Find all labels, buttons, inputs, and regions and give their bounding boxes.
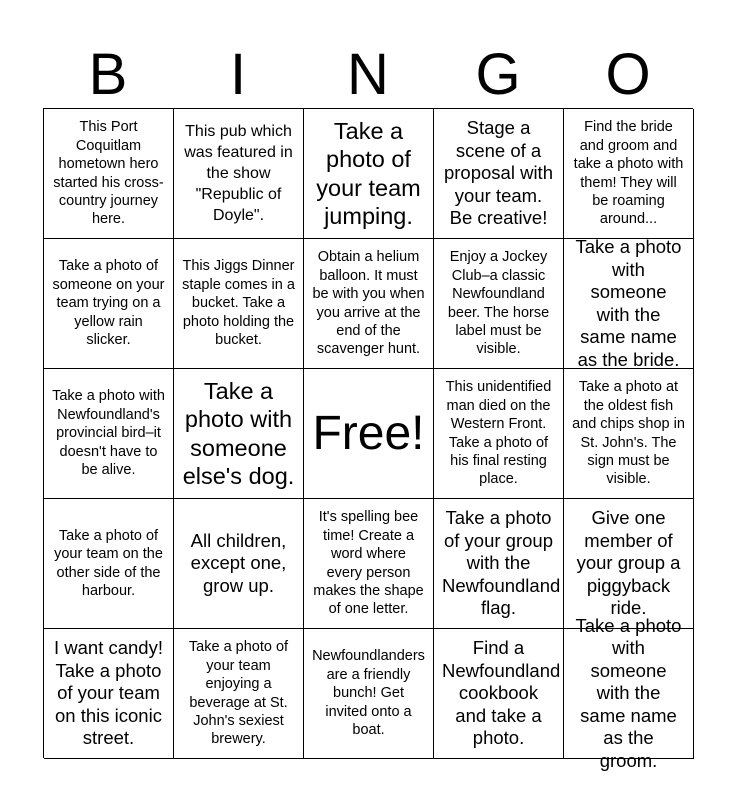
bingo-cell-r2-c4[interactable] — [434, 239, 564, 369]
bingo-cell-text: I want candy! Take a photo of your team on this iconic street. — [53, 637, 163, 749]
bingo-cell-text: Take a photo at the oldest fish and chips shop in St. John's. The sign must be visible. — [572, 379, 685, 488]
bingo-card-grid — [43, 108, 693, 771]
bingo-cell-r4-c2[interactable] — [174, 499, 304, 629]
bingo-cell-text: This unidentified man died on the Western Front. Take a photo of his final resting place. — [445, 379, 552, 488]
bingo-cell-text: Give one member of your group a piggyback ride. — [576, 507, 681, 619]
bingo-cell-text: Find the bride and groom and take a photo with them! They will be roaming around... — [573, 119, 684, 228]
header-letter-g: G — [475, 42, 521, 107]
bingo-cell-r4-c5[interactable] — [564, 499, 694, 629]
bingo-cell-r5-c4[interactable] — [434, 629, 564, 759]
free-space-label: Free! — [312, 406, 425, 460]
bingo-cell-text: Take a photo with someone else's dog. — [182, 377, 295, 489]
bingo-cell-r2-c3[interactable] — [304, 239, 434, 369]
bingo-cell-r5-c5[interactable] — [564, 614, 694, 771]
bingo-cell-text: This pub which was featured in the show "Republic of Doyle". — [184, 123, 293, 224]
bingo-cell-r5-c1[interactable] — [44, 629, 174, 759]
bingo-cell-r4-c3[interactable] — [304, 499, 434, 629]
bingo-cell-text: Stage a scene of a proposal with your team. Be creative! — [443, 117, 553, 229]
header-letter-n: N — [347, 42, 389, 107]
bingo-cell-r2-c5[interactable] — [564, 236, 694, 370]
bingo-cell-text: All children, except one, grow up. — [190, 529, 287, 596]
bingo-cell-r5-c2[interactable] — [174, 629, 304, 759]
bingo-free-space[interactable] — [304, 369, 434, 499]
bingo-cell-text: It's spelling bee time! Create a word where every person makes the shape of one letter. — [313, 509, 424, 618]
bingo-cell-text: Obtain a helium balloon. It must be with you when you arrive at the end of the scavenger hunt. — [312, 249, 425, 358]
bingo-cell-r5-c3[interactable] — [304, 629, 434, 759]
header-letter-o: O — [605, 42, 651, 107]
bingo-cell-r3-c4[interactable] — [434, 369, 564, 499]
bingo-cell-text: Take a photo with Newfoundland's provincial bird–it doesn't have to be alive. — [52, 388, 165, 479]
bingo-cell-text: Take a photo of your team jumping. — [316, 117, 421, 229]
bingo-cell-text: Take a photo with someone with the same name as the bride. — [575, 236, 682, 370]
bingo-cell-text: Take a photo of your team on the other side of the harbour. — [54, 527, 163, 599]
bingo-cell-r1-c1[interactable] — [44, 109, 174, 239]
header-letter-i: I — [229, 42, 247, 107]
bingo-cell-r2-c1[interactable] — [44, 239, 174, 369]
bingo-cell-text: Take a photo of someone on your team trying on a yellow rain slicker. — [52, 258, 165, 349]
bingo-cell-text: Take a photo with someone with the same name as the groom. — [575, 614, 682, 771]
bingo-cell-r1-c4[interactable] — [434, 109, 564, 239]
bingo-cell-r1-c3[interactable] — [304, 109, 434, 239]
header-letter-b: B — [88, 42, 128, 107]
bingo-cell-text: Newfoundlanders are a friendly bunch! Get invited onto a boat. — [312, 648, 425, 739]
bingo-cell-r4-c1[interactable] — [44, 499, 174, 629]
bingo-cell-r4-c4[interactable] — [434, 499, 564, 629]
bingo-cell-r2-c2[interactable] — [174, 239, 304, 369]
bingo-cell-text: This Jiggs Dinner staple comes in a bucket. Take a photo holding the bucket. — [182, 258, 295, 349]
bingo-cell-text: Take a photo of your group with the Newfoundland flag. — [442, 507, 561, 619]
bingo-cell-r1-c2[interactable] — [174, 109, 304, 239]
bingo-cell-r3-c2[interactable] — [174, 369, 304, 499]
bingo-cell-r3-c5[interactable] — [564, 369, 694, 499]
bingo-cell-text: Take a photo of your team enjoying a beverage at St. John's sexiest brewery. — [188, 639, 289, 748]
bingo-cell-text: Find a Newfoundland cookbook and take a photo. — [442, 637, 561, 749]
bingo-cell-text: This Port Coquitlam hometown hero started his cross-country journey here. — [53, 119, 164, 228]
bingo-header — [43, 42, 693, 108]
bingo-cell-r1-c5[interactable] — [564, 109, 694, 239]
bingo-cell-r3-c1[interactable] — [44, 369, 174, 499]
bingo-cell-text: Enjoy a Jockey Club–a classic Newfoundland beer. The horse label must be visible. — [447, 249, 550, 358]
